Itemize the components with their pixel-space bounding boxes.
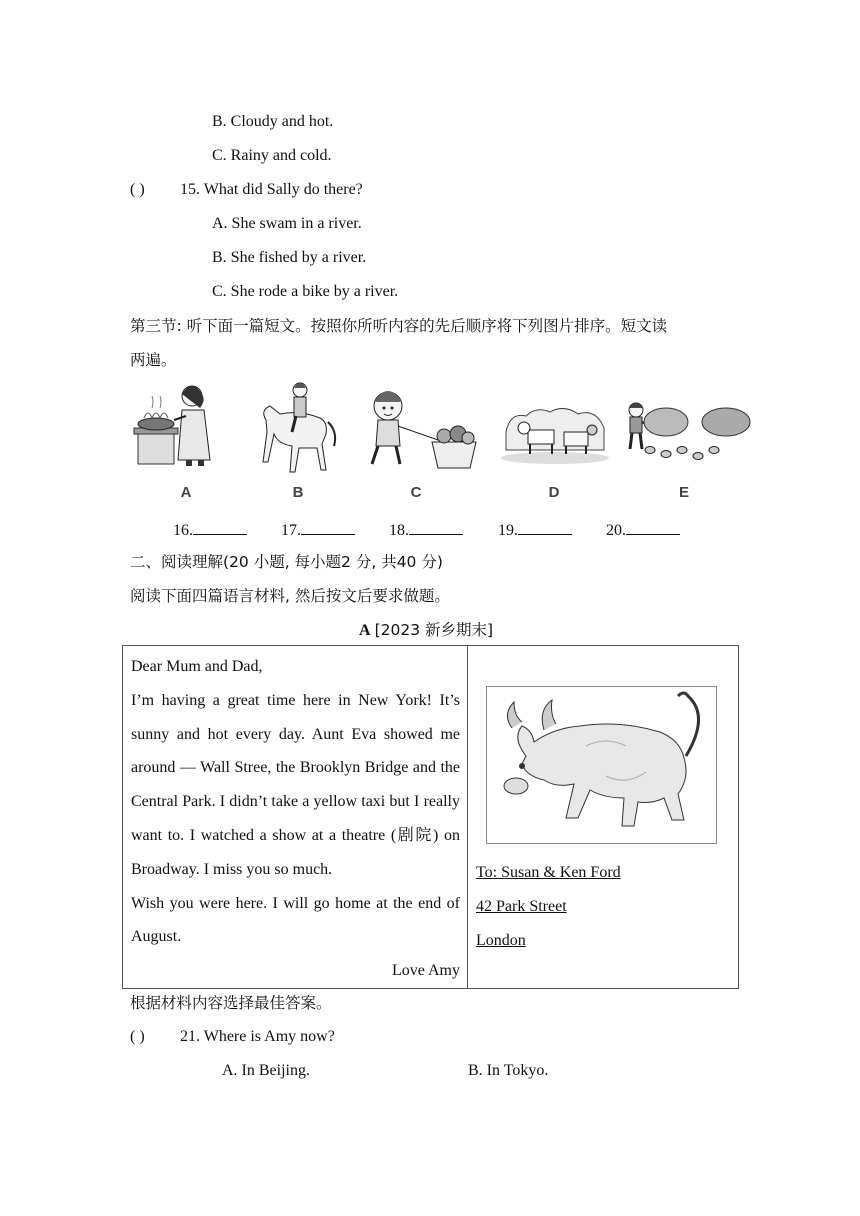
section3-instruction-line2: 两遍。 xyxy=(130,351,177,369)
child-pulling-basket-icon xyxy=(364,380,480,472)
picture-label-e: E xyxy=(678,484,689,501)
letter-body-2: Wish you were here. I will go home at the end of August. xyxy=(131,894,460,946)
boy-feeding-chickens-icon xyxy=(622,400,752,464)
postcard-cell xyxy=(468,646,739,989)
picture-label-c: C xyxy=(410,484,422,501)
blank-line[interactable] xyxy=(193,518,247,535)
passage-title xyxy=(359,620,493,641)
address-line-3: London xyxy=(476,932,526,949)
letter-signoff: Love Amy xyxy=(392,962,460,980)
q15-option-b: B. She fished by a river. xyxy=(212,249,367,266)
picture-label-b: B xyxy=(292,484,304,501)
postcard-table xyxy=(122,645,739,989)
answer-blank-17[interactable]: 17. xyxy=(281,518,355,541)
letter-body-1: I’m having a great time here in New York! It’s sunny and hot every day. Aunt Eva showed me around — Wall Stree, the Brooklyn Bridge and the Central Park. I didn’t take a yellow taxi but I really want to. I watched a show at a theatre (剧院) on Broadway. I miss you so much. xyxy=(131,691,460,878)
blank-line[interactable] xyxy=(301,518,355,535)
address-line-1: To: Susan & Ken Ford xyxy=(476,864,621,881)
q15-option-a: A. She swam in a river. xyxy=(212,215,362,232)
q21-row xyxy=(130,1027,335,1047)
answer-bracket[interactable]: ( ) xyxy=(130,181,145,198)
passage-letter: A xyxy=(359,622,371,639)
q14-option-c: C. Rainy and cold. xyxy=(212,147,332,164)
answer-blank-19[interactable]: 19. xyxy=(498,518,572,541)
passage-source: [2023 新乡期末] xyxy=(374,621,494,639)
answer-blank-18[interactable]: 18. xyxy=(389,518,463,541)
q21-option-b: B. In Tokyo. xyxy=(468,1062,549,1079)
part2-heading: 二、阅读理解(20 小题, 每小题2 分, 共40 分) xyxy=(130,553,443,571)
blank-line[interactable] xyxy=(409,518,463,535)
q15-option-c: C. She rode a bike by a river. xyxy=(212,283,399,300)
section3-instruction-line1: 第三节: 听下面一篇短文。按照你所听内容的先后顺序将下列图片排序。短文读 xyxy=(130,317,668,335)
blank-line[interactable] xyxy=(626,518,680,535)
q15-question: 15. What did Sally do there? xyxy=(180,181,363,198)
letter-cell xyxy=(123,646,468,989)
blank-line[interactable] xyxy=(518,518,572,535)
address-line-2: 42 Park Street xyxy=(476,898,567,915)
q21-question: 21. Where is Amy now? xyxy=(180,1028,335,1045)
answer-bracket[interactable]: ( ) xyxy=(130,1028,145,1045)
boy-riding-horse-icon xyxy=(256,380,340,478)
q14-option-b: B. Cloudy and hot. xyxy=(212,113,334,130)
charging-bull-statue-icon xyxy=(486,686,718,844)
girl-cooking-icon xyxy=(130,380,226,468)
answer-instruction: 根据材料内容选择最佳答案。 xyxy=(130,994,332,1012)
picture-label-d: D xyxy=(548,484,560,501)
q15-row xyxy=(130,180,363,200)
letter-greeting: Dear Mum and Dad, xyxy=(131,658,263,675)
q21-option-a: A. In Beijing. xyxy=(222,1062,310,1079)
letter-text xyxy=(123,646,467,988)
answer-blank-20[interactable]: 20. xyxy=(606,518,680,541)
part2-instruction: 阅读下面四篇语言材料, 然后按文后要求做题。 xyxy=(130,587,450,605)
answer-blank-16[interactable]: 16. xyxy=(173,518,247,541)
farm-animals-icon xyxy=(500,402,610,464)
picture-label-a: A xyxy=(180,484,192,501)
